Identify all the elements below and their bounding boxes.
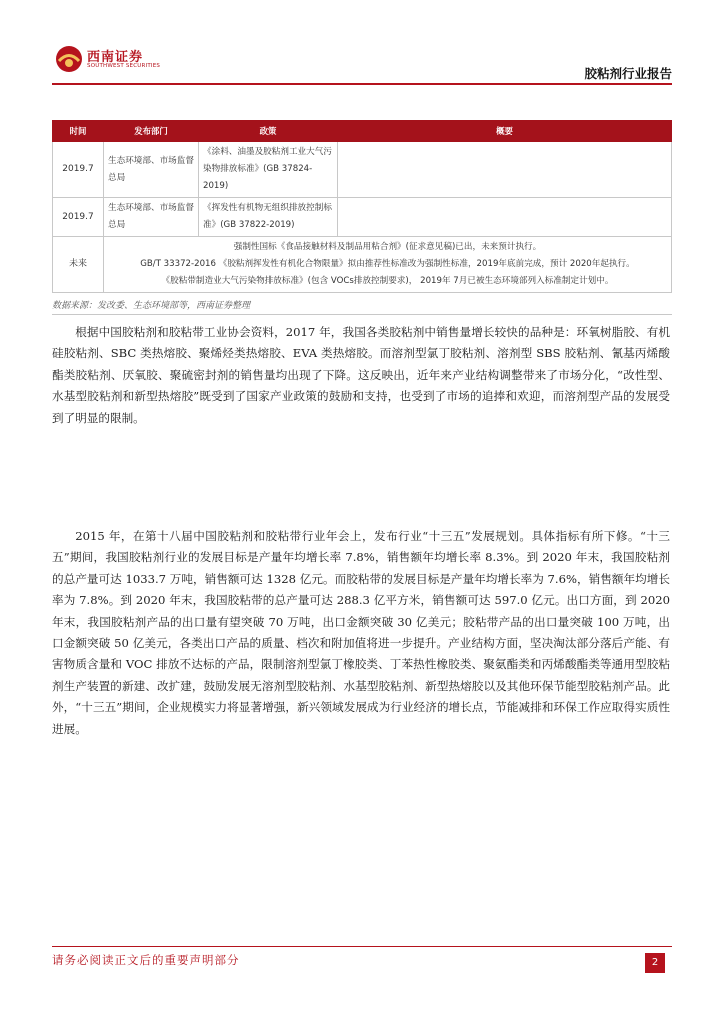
- column-header-department: 发布部门: [104, 121, 199, 142]
- body-paragraph-2: [52, 526, 670, 740]
- row-department: 生态环境部、市场监督总局: [104, 198, 199, 237]
- logo-emblem-icon: [54, 44, 84, 74]
- row-summary: [338, 198, 672, 237]
- column-header-summary: 概要: [338, 121, 672, 142]
- footer-divider: [52, 946, 672, 947]
- column-header-time: 时间: [53, 121, 104, 142]
- header-divider: [52, 83, 672, 85]
- table-row: [53, 198, 672, 237]
- future-policy-notes: [104, 237, 672, 293]
- row-policy: 《挥发性有机物无组织排放控制标准》(GB 37822-2019): [199, 198, 338, 237]
- report-title: 胶粘剂行业报告: [584, 66, 672, 81]
- page-header: [0, 0, 724, 86]
- policy-table: [52, 120, 672, 293]
- row-summary: [338, 142, 672, 198]
- page-number: 2: [645, 953, 665, 973]
- table-header-row: [53, 121, 672, 142]
- company-logo: [54, 44, 164, 74]
- logo-english-name: SOUTHWEST SECURITIES: [87, 63, 161, 69]
- body-paragraph-1: [52, 322, 670, 429]
- row-time: 未来: [53, 237, 104, 293]
- source-divider: [52, 314, 672, 315]
- logo-chinese-name: 西南证券: [87, 50, 144, 65]
- future-note-line: GB/T 33372-2016 《胶粘剂挥发性有机化合物限量》拟由推荐性标准改为强制性标准，2019年底前完成，预计 2020年起执行。: [140, 259, 635, 269]
- column-header-policy: 政策: [199, 121, 338, 142]
- paragraph-text: 根据中国胶粘剂和胶粘带工业协会资料，2017 年，我国各类胶粘剂中销售量增长较快的品种是：环氧树脂胶、有机硅胶粘剂、SBC 类热熔胶、聚烯烃类热熔胶、EVA 类热熔胶。而溶剂型氯丁胶粘剂、溶剂型 SBS 胶粘剂、氰基丙烯酸酯类胶粘剂、厌氧胶、聚硫密封剂的销售量均出现了下降。这反映出，近年来产业结构调整带来了市场分化，“改性型、水基型胶粘剂和新型热熔胶”既受到了国家产业政策的鼓励和支持，也受到了市场的追捧和欢迎，而溶剂型产品的发展受到了明显的限制。: [52, 325, 670, 425]
- row-time: 2019.7: [53, 198, 104, 237]
- future-note-line: 《胶粘带制造业大气污染物排放标准》(包含 VOCs排放控制要求)， 2019年 7月已被生态环境部列入标准制定计划中。: [161, 276, 614, 286]
- table-row-future: [53, 237, 672, 293]
- future-note-line: 强制性国标《食品接触材料及制品用粘合剂》(征求意见稿)已出，未来预计执行。: [233, 242, 542, 252]
- paragraph-text: 2015 年，在第十八届中国胶粘剂和胶粘带行业年会上，发布行业“十三五”发展规划。具体指标有所下修。“十三五”期间，我国胶粘剂行业的发展目标是产量年均增长率 7.8%，销售额年均增长率 8.3%。到 2020 年末，我国胶粘剂的总产量可达 1033.7 万吨，销售额可达 1328 亿元。而胶粘带的发展目标是产量年均增长率为 7.6%，销售额年均增长率为 7.8%。到 2020 年末，我国胶粘带的总产量可达 288.3 亿平方米，销售额可达 597.0 亿元。出口方面，到 2020 年末，我国胶粘剂产品的出口量有望突破 70 万吨，出口金额突破 30 亿美元；胶粘带产品的出口量突破 100 万吨，出口金额突破 50 亿美元，各类出口产品的质量、档次和附加值将进一步提升。产业结构方面，坚决淘汰部分落后产能、有害物质含量和 VOC 排放不达标的产品，限制溶剂型氯丁橡胶类、丁苯热性橡胶类、聚氨酯类和丙烯酸酯类等通用型胶粘剂生产装置的新建、改扩建，鼓励发展无溶剂型胶粘剂、水基型胶粘剂、新型热熔胶以及其他环保节能型胶粘剂产品。此外，“十三五”期间，企业规模实力将显著增强，新兴领域发展成为行业经济的增长点，节能减排和环保工作应取得实质性进展。: [52, 529, 670, 736]
- row-department: 生态环境部、市场监督总局: [104, 142, 199, 198]
- table-row: [53, 142, 672, 198]
- disclaimer-note: 请务必阅读正文后的重要声明部分: [52, 953, 240, 967]
- row-policy: 《涂料、油墨及胶粘剂工业大气污染物排放标准》(GB 37824-2019): [199, 142, 338, 198]
- data-source-note: 数据来源：发改委、生态环境部等，西南证券整理: [52, 301, 251, 311]
- row-time: 2019.7: [53, 142, 104, 198]
